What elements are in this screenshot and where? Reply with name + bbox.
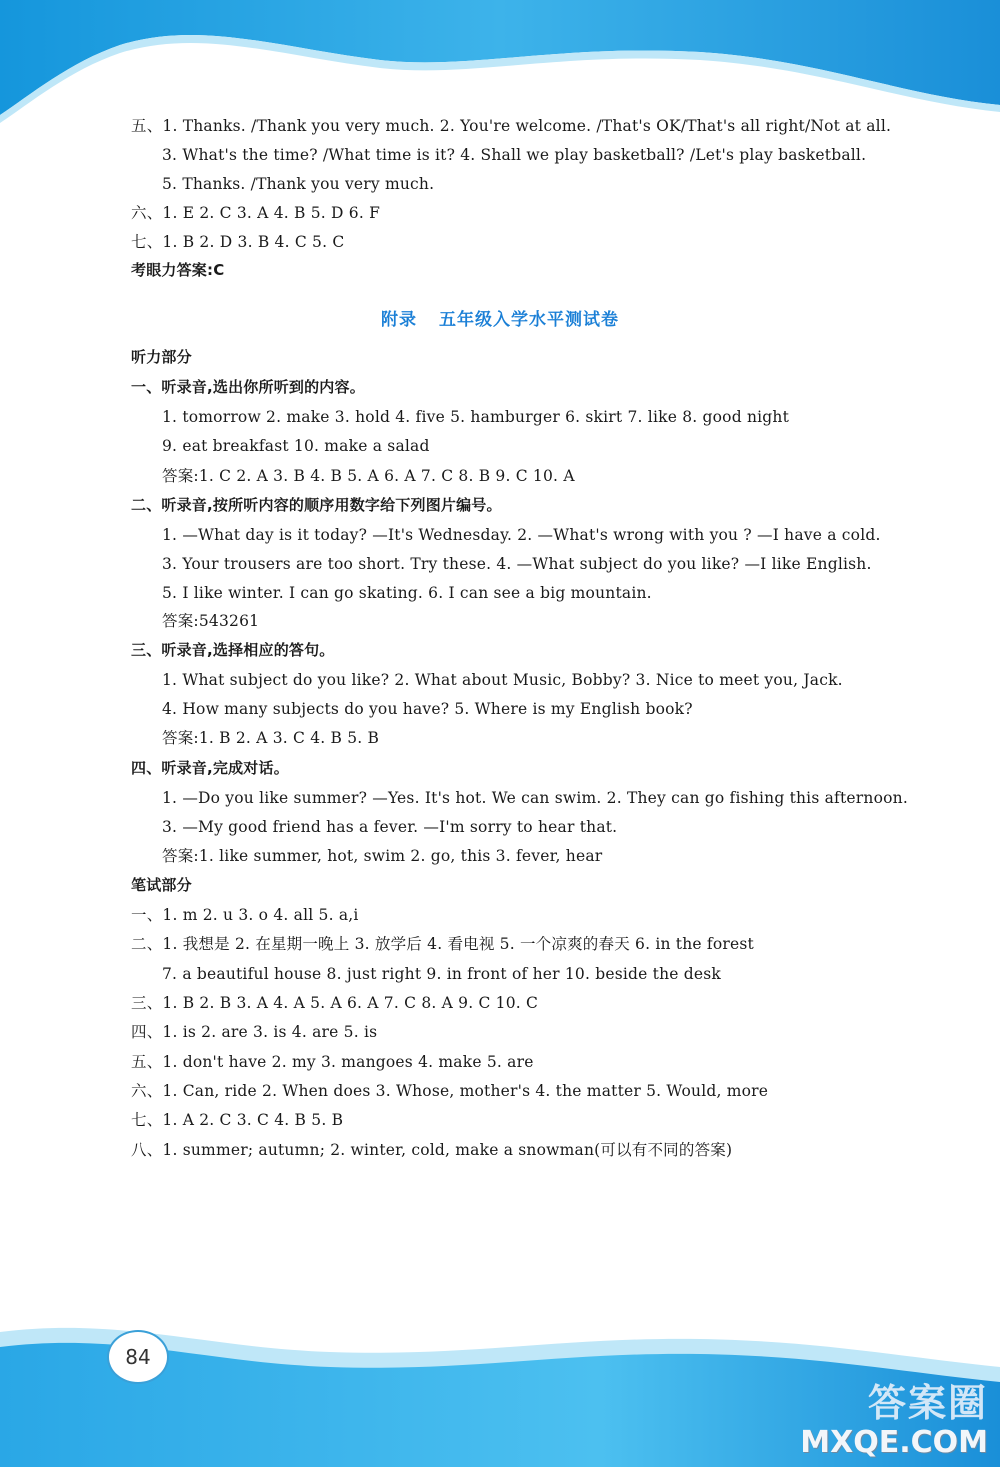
page-number: 84 [107,1330,169,1384]
watermark-en: MXQE.COM [800,1425,988,1460]
appendix-title [0,305,1000,330]
answer-line: 六、1. E 2. C 3. A 4. B 5. D 6. F [131,204,381,222]
answer-line: 4. How many subjects do you have? 5. Where is my English book? [162,700,693,718]
answer-line: 3. —My good friend has a fever. —I'm sorry to hear that. [162,818,618,836]
answer-line: 四、1. is 2. are 3. is 4. are 5. is [131,1023,378,1041]
appendix-test-name: 五年级入学水平测试卷 [439,310,619,330]
question-heading: 三、听录音,选择相应的答句。 [131,641,335,659]
answer-line: 5. Thanks. /Thank you very much. [162,175,435,193]
question-heading: 四、听录音,完成对话。 [131,759,289,777]
answer-line: 八、1. summer; autumn; 2. winter, cold, make a snowman(可以有不同的答案) [131,1141,733,1159]
watermark-logo [800,1381,988,1461]
answer-line: 3. Your trousers are too short. Try these. 4. —What subject do you like? —I like English. [162,555,872,573]
answer-line: 1. What subject do you like? 2. What about Music, Bobby? 3. Nice to meet you, Jack. [162,671,843,689]
question-heading: 一、听录音,选出你所听到的内容。 [131,378,365,396]
answer-line: 答案:1. like summer, hot, swim 2. go, this 3. fever, hear [162,847,603,865]
answer-line: 3. What's the time? /What time is it? 4. Shall we play basketball? /Let's play basketball. [162,146,867,164]
answer-line: 答案:543261 [162,612,260,630]
appendix-label: 附录 [381,310,417,330]
answer-line: 5. I like winter. I can go skating. 6. I can see a big mountain. [162,584,652,602]
answer-line: 9. eat breakfast 10. make a salad [162,437,430,455]
answer-line: 二、1. 我想是 2. 在星期一晚上 3. 放学后 4. 看电视 5. 一个凉爽的春天 6. in the forest [131,935,754,953]
answer-line: 答案:1. B 2. A 3. C 4. B 5. B [162,729,380,747]
answer-line: 六、1. Can, ride 2. When does 3. Whose, mother's 4. the matter 5. Would, more [131,1082,769,1100]
answer-line: 7. a beautiful house 8. just right 9. in front of her 10. beside the desk [162,965,722,983]
answer-line: 考眼力答案:C [131,261,225,279]
answer-line: 1. —Do you like summer? —Yes. It's hot. We can swim. 2. They can go fishing this afternoon. [162,789,908,807]
answer-line: 七、1. B 2. D 3. B 4. C 5. C [131,233,345,251]
answer-line: 1. —What day is it today? —It's Wednesday. 2. —What's wrong with you ? —I have a cold. [162,526,881,544]
answer-line: 一、1. m 2. u 3. o 4. all 5. a,i [131,906,359,924]
answer-line: 答案:1. C 2. A 3. B 4. B 5. A 6. A 7. C 8. B 9. C 10. A [162,467,575,485]
section-heading: 笔试部分 [131,876,192,894]
answer-line: 五、1. Thanks. /Thank you very much. 2. You're welcome. /That's OK/That's all right/Not at all. [131,117,892,135]
section-heading: 听力部分 [131,348,192,366]
question-heading: 二、听录音,按所听内容的顺序用数字给下列图片编号。 [131,496,502,514]
answer-line: 1. tomorrow 2. make 3. hold 4. five 5. hamburger 6. skirt 7. like 8. good night [162,408,790,426]
answer-line: 七、1. A 2. C 3. C 4. B 5. B [131,1111,344,1129]
answer-line: 五、1. don't have 2. my 3. mangoes 4. make 5. are [131,1053,534,1071]
answer-line: 三、1. B 2. B 3. A 4. A 5. A 6. A 7. C 8. A 9. C 10. C [131,994,539,1012]
watermark-cn: 答案圈 [867,1381,988,1425]
